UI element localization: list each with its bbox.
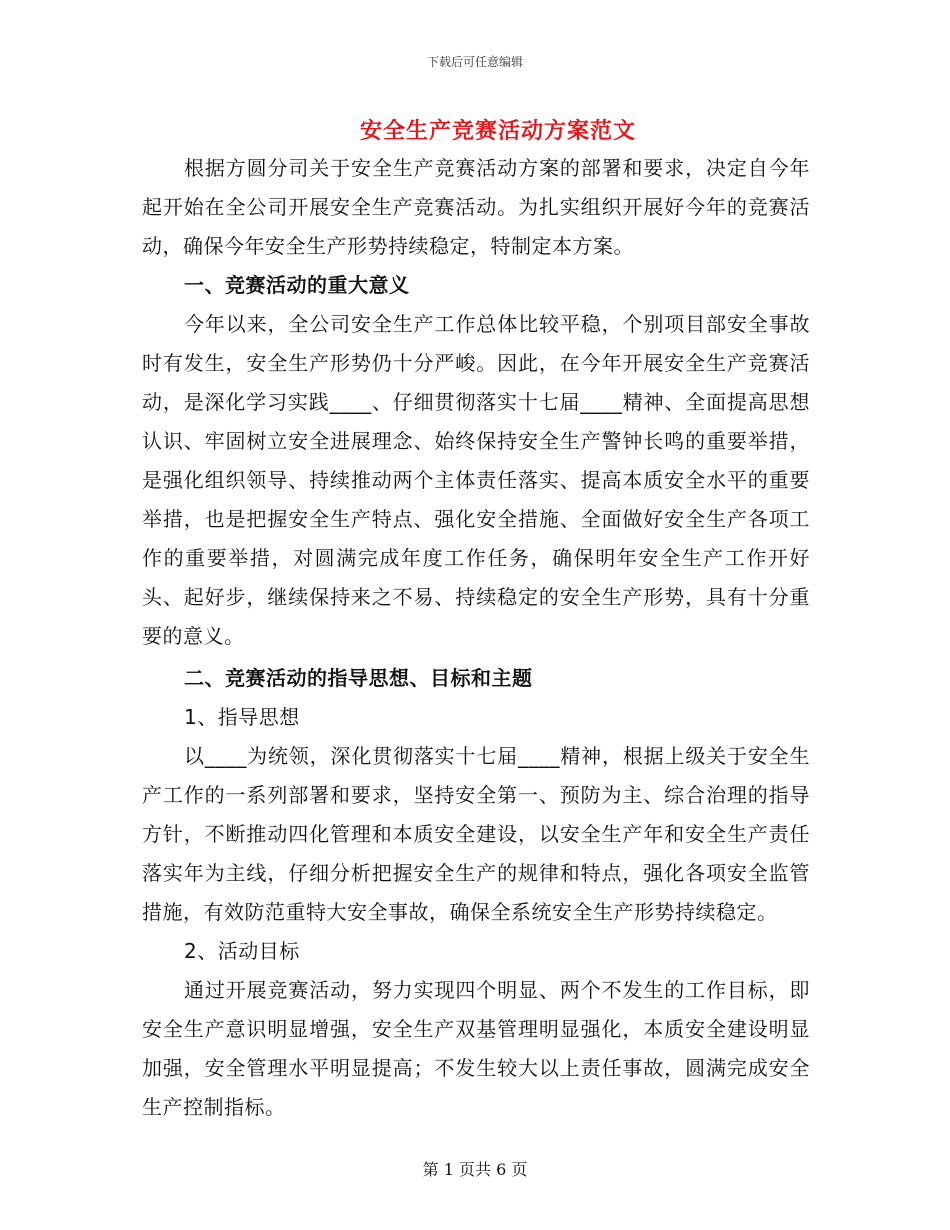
section1-heading: 一、竞赛活动的重大意义 — [184, 273, 410, 297]
page-header-note: 下载后可任意编辑 — [426, 55, 523, 69]
section2-sub1-paragraph: 以____为统领，深化贯彻落实十七届____精神，根据上级关于安全生产工作的一系列部署和要求，坚持安全第一、预防为主、综合治理的指导方针，不断推动四化管理和本质安全建设，以安全生产年和安全生产责任落实年为主线，仔细分析把握安全生产的规律和特点，强化各项安全监管措施，有效防范重特大安全事故，确保全系统安全生产形势持续稳定。 — [142, 744, 810, 924]
document-body — [142, 149, 810, 1127]
document-title: 安全生产竞赛活动方案范文 — [359, 119, 636, 144]
page-footer-number: 第 1 页共 6 页 — [422, 1160, 528, 1179]
section2-sub2-heading: 2、活动目标 — [184, 939, 300, 963]
intro-paragraph: 根据方圆分司关于安全生产竞赛活动方案的部署和要求，决定自今年起开始在全公司开展安全生产竞赛活动。为扎实组织开展好今年的竞赛活动，确保今年安全生产形势持续稳定，特制定本方案。 — [142, 156, 810, 258]
section1-paragraph: 今年以来，全公司安全生产工作总体比较平稳，个别项目部安全事故时有发生，安全生产形势仍十分严峻。因此，在今年开展安全生产竞赛活动，是深化学习实践____、仔细贯彻落实十七届____精神、全面提高思想认识、牢固树立安全进展理念、始终保持安全生产警钟长鸣的重要举措，是强化组织领导、持续推动两个主体责任落实、提高本质安全水平的重要举措，也是把握安全生产特点、强化安全措施、全面做好安全生产各项工作的重要举措，对圆满完成年度工作任务，确保明年安全生产工作开好头、起好步，继续保持来之不易、持续稳定的安全生产形势，具有十分重要的意义。 — [142, 312, 810, 648]
section2-sub2-paragraph: 通过开展竞赛活动，努力实现四个明显、两个不发生的工作目标，即安全生产意识明显增强，安全生产双基管理明显强化，本质安全建设明显加强，安全管理水平明显提高；不发生较大以上责任事故，圆满完成安全生产控制指标。 — [142, 978, 810, 1119]
section2-sub1-heading: 1、指导思想 — [184, 705, 300, 729]
section2-heading: 二、竞赛活动的指导思想、目标和主题 — [184, 666, 533, 690]
